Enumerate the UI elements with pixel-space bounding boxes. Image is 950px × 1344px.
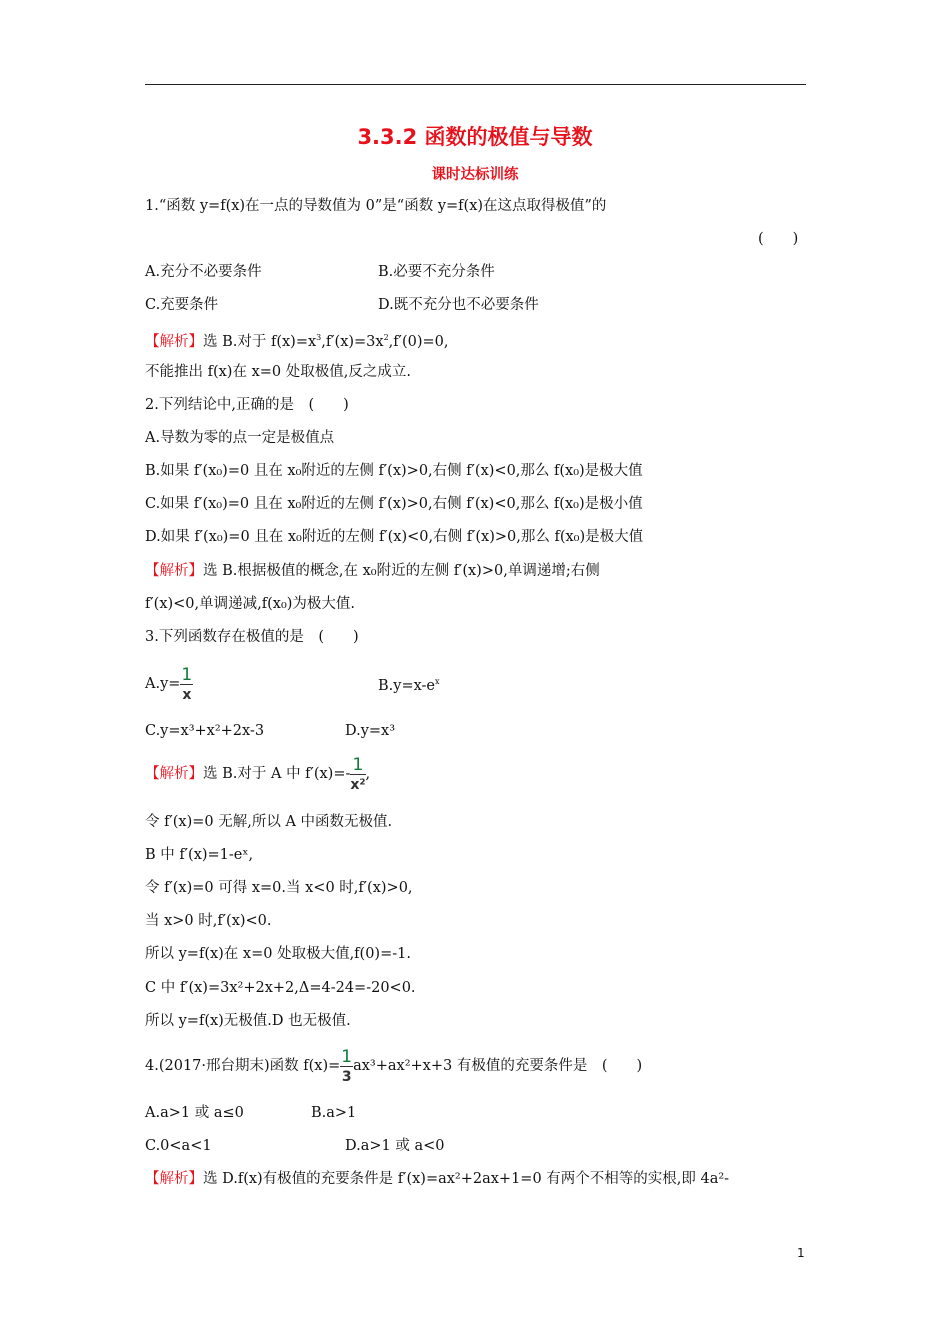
- q1-stem: 1.“函数 y=f(x)在一点的导数值为 0”是“函数 y=f(x)在这点取得极值”的: [145, 198, 607, 214]
- q2-analysis-line-2: f′(x)<0,单调递减,f(x₀)为极大值.: [145, 596, 356, 612]
- q4-option-d: D.a>1 或 a<0: [345, 1138, 445, 1154]
- q2-analysis-line-1: 【解析】选 B.根据极值的概念,在 x₀附近的左侧 f′(x)>0,单调递增;右侧: [145, 563, 600, 579]
- fraction-one-over-x: $\frac{1}{x}$: [181, 664, 193, 703]
- q4-analysis-line-1: 【解析】选 D.f(x)有极值的充要条件是 f′(x)=ax²+2ax+1=0 有两个不相等的实根,即 4a²-: [145, 1171, 730, 1187]
- q4-stem: 4.(2017·邢台期末)函数 f(x)= $\frac{1}{3}$ ax³+ax²+x+3 有极值的充要条件是 ( ): [145, 1046, 643, 1085]
- header-rule: [145, 84, 806, 85]
- q3-analysis-line-7: C 中 f′(x)=3x²+2x+2,Δ=4-24=-20<0.: [145, 980, 416, 996]
- q2-option-b: B.如果 f′(x₀)=0 且在 x₀附近的左侧 f′(x)>0,右侧 f′(x)<0,那么 f(x₀)是极大值: [145, 463, 643, 479]
- q4-option-a: A.a>1 或 a≤0: [145, 1105, 244, 1121]
- q3-analysis-line-6: 所以 y=f(x)在 x=0 处取极大值,f(0)=-1.: [145, 946, 411, 962]
- fraction-one-third: $\frac{1}{3}$: [341, 1046, 353, 1085]
- q2-option-a: A.导数为零的点一定是极值点: [145, 430, 335, 446]
- q3-analysis-line-3: B 中 f′(x)=1-eˣ,: [145, 847, 254, 863]
- fraction-one-over-x-squared: $\frac{1}{\text{x²}}$: [350, 754, 366, 793]
- page-title: 3.3.2 函数的极值与导数: [357, 125, 593, 149]
- analysis-tag: 【解析】: [145, 1171, 203, 1187]
- q3-stem: 3.下列函数存在极值的是 ( ): [145, 629, 359, 645]
- page-subtitle: 课时达标训练: [431, 167, 519, 183]
- q1-option-a: A.充分不必要条件: [145, 264, 262, 280]
- q4-option-c: C.0<a<1: [145, 1138, 212, 1154]
- q1-option-c: C.充要条件: [145, 297, 219, 313]
- analysis-tag: 【解析】: [145, 766, 203, 782]
- q2-option-c: C.如果 f′(x₀)=0 且在 x₀附近的左侧 f′(x)>0,右侧 f′(x)<0,那么 f(x₀)是极小值: [145, 496, 643, 512]
- q2-stem: 2.下列结论中,正确的是 ( ): [145, 397, 349, 413]
- q3-analysis-line-4: 令 f′(x)=0 可得 x=0.当 x<0 时,f′(x)>0,: [145, 880, 413, 896]
- q3-option-d: D.y=x³: [345, 723, 396, 739]
- analysis-tag: 【解析】: [145, 563, 203, 579]
- q3-analysis-line-2: 令 f′(x)=0 无解,所以 A 中函数无极值.: [145, 814, 393, 830]
- q1-option-d: D.既不充分也不必要条件: [378, 297, 539, 313]
- q3-analysis-line-8: 所以 y=f(x)无极值.D 也无极值.: [145, 1013, 351, 1029]
- q1-analysis-line-1: 【解析】选 B.对于 $f(x)=x^3,f'(x)=3x^2,f'(0)=0$,: [145, 333, 449, 350]
- q4-option-b: B.a>1: [311, 1105, 357, 1121]
- page-number: 1: [797, 1246, 805, 1260]
- q3-analysis-line-1: 【解析】选 B.对于 A 中 f′(x)=- $\frac{1}{\text{x²}}$ ,: [145, 754, 371, 793]
- q3-option-c: C.y=x³+x²+2x-3: [145, 723, 265, 739]
- q2-option-d: D.如果 f′(x₀)=0 且在 x₀附近的左侧 f′(x)<0,右侧 f′(x)>0,那么 f(x₀)是极大值: [145, 529, 644, 545]
- q1-option-b: B.必要不充分条件: [378, 264, 495, 280]
- q1-answer-paren: ( ): [758, 231, 799, 247]
- q3-option-a: A.y= $\frac{1}{x}$: [145, 664, 193, 703]
- q3-analysis-line-5: 当 x>0 时,f′(x)<0.: [145, 913, 272, 929]
- q3-option-b: $B.y=x-e^x$: [378, 677, 440, 694]
- q1-analysis-line-2: 不能推出 f(x)在 x=0 处取极值,反之成立.: [145, 364, 411, 380]
- analysis-tag: 【解析】: [145, 334, 203, 350]
